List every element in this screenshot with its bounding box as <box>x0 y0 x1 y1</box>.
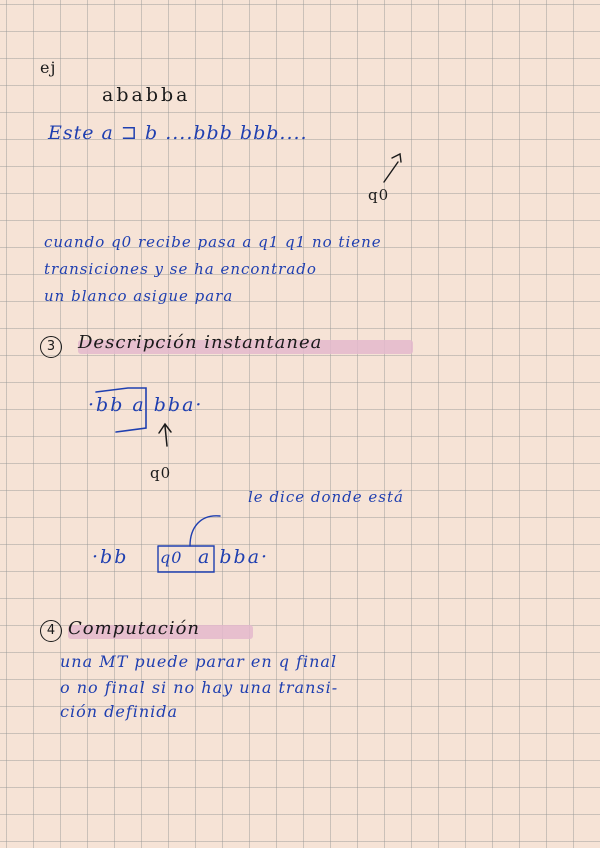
section-3-number: 3 <box>40 336 62 358</box>
computation-line-1: una MT puede parar en q final <box>60 652 338 671</box>
arrow-to-q0-top <box>384 154 401 182</box>
computation-line-2: o no final si no hay una transi- <box>60 678 339 697</box>
paragraph-line-1: cuando q0 recibe pasa a q1 q1 no tiene <box>44 233 382 251</box>
tape-2-left: ·bb <box>92 546 129 568</box>
ej-label: ej <box>40 58 57 77</box>
paragraph-line-3: un blanco asigue para <box>44 287 234 305</box>
head-arrow-tape-1 <box>159 424 171 446</box>
computation-line-3: ción definida <box>60 702 179 721</box>
tape-1: ·bb a bba· <box>88 394 204 416</box>
tape-2-right: a bba· <box>198 546 270 568</box>
section-4-title: Computación <box>68 618 201 639</box>
q0-label-tape-1: q0 <box>150 464 172 482</box>
section-4-number: 4 <box>40 620 62 642</box>
section-3-title: Descripción instantanea <box>78 332 323 353</box>
paragraph-line-2: transiciones y se ha encontrado <box>44 260 317 278</box>
example-line: Este a ⊐ b ....bbb bbb.... <box>48 122 308 144</box>
q0-label-top: q0 <box>368 186 390 204</box>
annotation-pointer <box>190 516 220 546</box>
head-annotation: le dice donde está <box>248 488 404 506</box>
tape-2-state: q0 <box>160 548 183 567</box>
example-string: ababba <box>102 84 191 106</box>
